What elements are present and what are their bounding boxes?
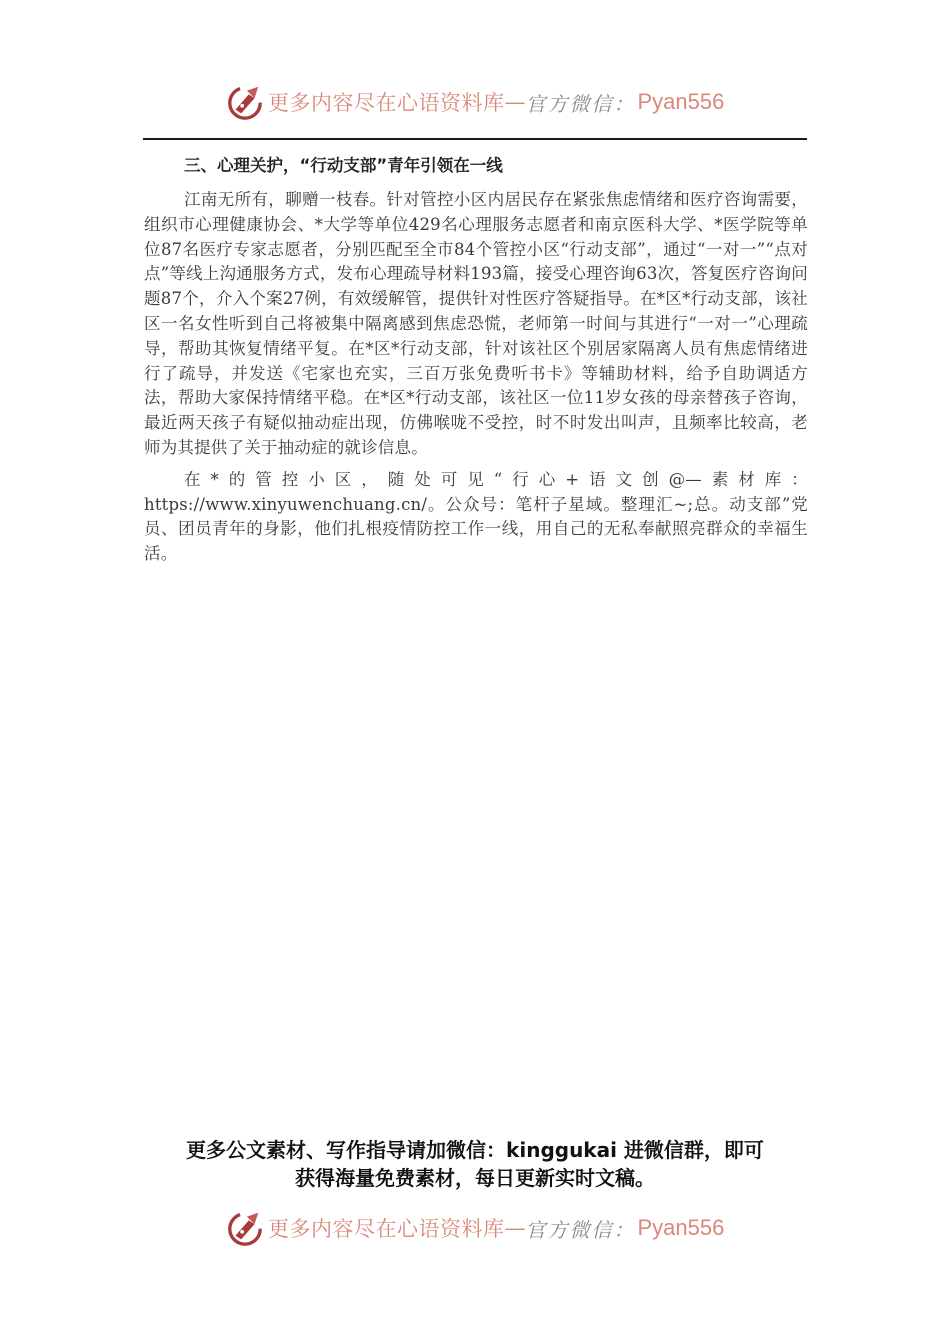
promo-text — [140, 1136, 810, 1192]
wechat-id: Pyan556 — [637, 89, 725, 114]
pen-nib-logo-icon — [226, 83, 264, 121]
section-heading: 三、心理关护，“行动支部”青年引领在一线 — [184, 156, 503, 175]
document-body — [144, 152, 808, 574]
header-divider — [143, 138, 807, 140]
promo-line: 更多公文素材、写作指导请加微信：kinggukai 进微信群，即可 — [186, 1138, 764, 1162]
wechat-id: Pyan556 — [637, 1215, 725, 1240]
site-name: 更多内容尽在心语资料库 — [268, 1217, 505, 1241]
wechat-label: 官方微信： — [525, 91, 636, 116]
pen-nib-logo-icon — [226, 1209, 264, 1247]
header-banner — [226, 80, 724, 124]
footer-banner — [226, 1206, 724, 1250]
site-name: 更多内容尽在心语资料库 — [268, 91, 505, 115]
dash: — — [504, 90, 526, 114]
paragraph: 江南无所有，聊赠一枝春。针对管控小区内居民存在紧张焦虑情绪和医疗咨询需要，组织市心理健康协会、*大学等单位429名心理服务志愿者和南京医科大学、*医学院等单位87名医疗专家志愿者，分别匹配至全市84个管控小区“行动支部”，通过“一对一”“点对点”等线上沟通服务方式，发布心理疏导材料193篇，接受心理咨询63次，答复医疗咨询问题87个，介入个案27例，有效缓解管，提供针对性医疗答疑指导。在*区*行动支部，该社区一名女性听到自己将被集中隔离感到焦虑恐慌，老师第一时间与其进行“一对一”心理疏导，帮助其恢复情绪平复。在*区*行动支部，针对该社区个别居家隔离人员有焦虑情绪进行了疏导，并发送《宅家也充实，三百万张免费听书卡》等辅助材料，给予自助调适方法，帮助大家保持情绪平稳。在*区*行动支部，该社区一位11岁女孩的母亲替孩子咨询，最近两天孩子有疑似抽动症出现，仿佛喉咙不受控，时不时发出叫声，且频率比较高，老师为其提供了关于抽动症的就诊信息。 — [144, 190, 808, 457]
paragraph: 在*的管控小区，随处可见“行心+语文创@—素材库：https://www.xinyuwenchuang.cn/。公众号：笔杆子星域。整理汇~;总。动支部”党员、团员青年的身影，他们扎根疫情防控工作一线，用自己的无私奉献照亮群众的幸福生活。 — [144, 469, 808, 564]
dash: — — [504, 1216, 526, 1240]
promo-line: 获得海量免费素材，每日更新实时文稿。 — [295, 1166, 655, 1190]
wechat-label: 官方微信： — [525, 1217, 636, 1242]
